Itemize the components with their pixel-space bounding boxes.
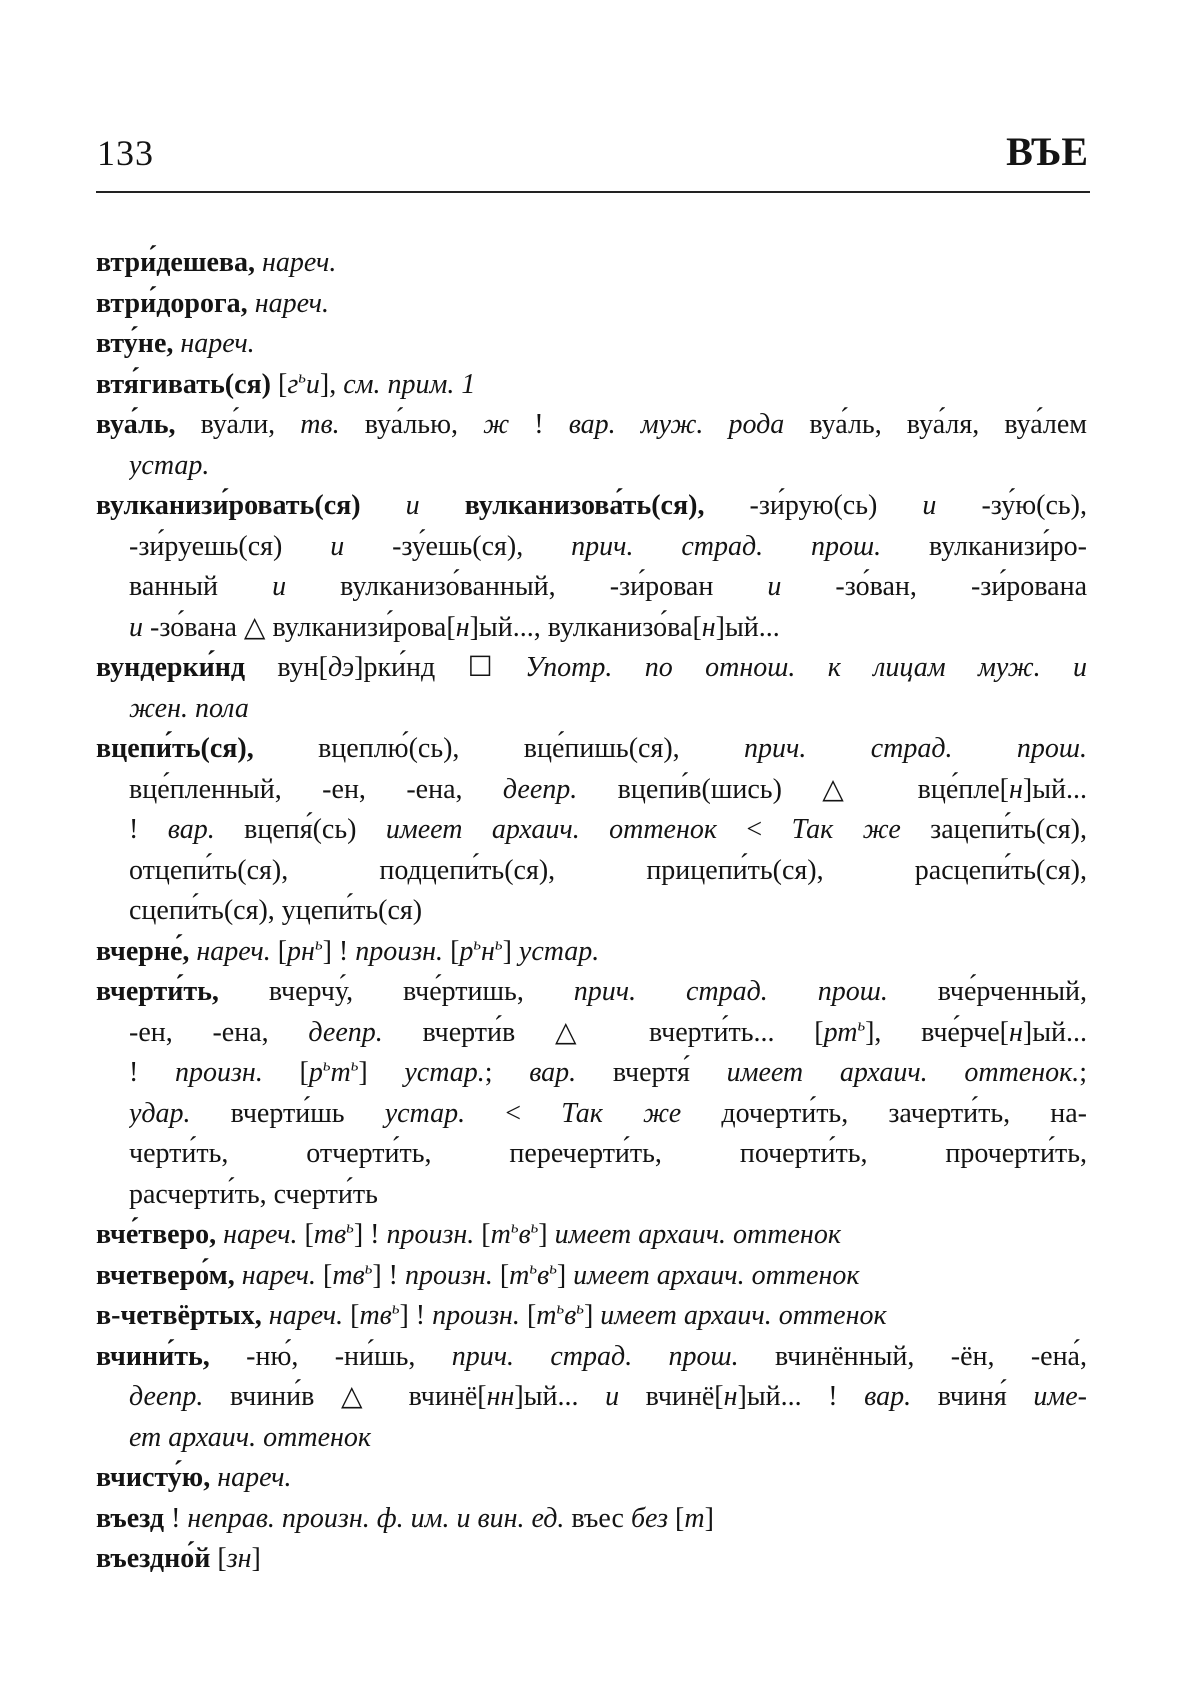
entry-text: вулканизо́ванный, -зи́рован [286,571,768,602]
label-text: и [330,530,345,562]
entry-text: вулканизи́ро- [881,530,1087,562]
entry-text: сцепи́ть(ся), уцепи́ть(ся) [129,895,423,926]
label-text: имеет архаич. оттенок [554,1219,841,1250]
label-text: т [490,1219,511,1250]
entry-text: [ [492,1259,510,1291]
entry-continuation-line [129,689,1087,730]
entry-text: вчинё[ [619,1381,724,1412]
label-text: нн [486,1381,515,1412]
entry-text: -ню́, -ни́шь, [209,1340,452,1372]
label-text: ь [391,1298,400,1318]
entry-text: ]ый... ! [737,1381,865,1412]
entry-text: ] ! [372,1259,405,1291]
headword: втри́дорога, [96,287,248,319]
label-text: н [455,611,470,643]
headword: вчерти́ть, [96,976,219,1007]
entry-line [96,1256,1087,1297]
label-text: тв. [300,409,340,440]
headword: вчетверо́м, [96,1259,235,1291]
label-text: неправ. произн. ф. им. и вин. ед. [187,1502,565,1534]
entry-text: вцепя́(сь) [214,814,386,845]
entry-text: вуа́лью, [339,409,484,440]
entry-continuation-line [129,608,1087,649]
entry-text: ! [509,409,569,440]
label-text: Употр. по отнош. к лицам муж. и [525,652,1087,683]
headword: въездно́й [96,1543,211,1574]
entry-continuation-line [129,770,1087,811]
entry-text: ]ый..., вулканизо́ва[ [469,611,702,643]
label-text: нареч. [262,247,337,278]
entry-text: ] [583,1300,601,1331]
entry-line [96,1539,1087,1580]
entry-text: ; [1079,1057,1087,1088]
entry-continuation-line [129,1013,1087,1054]
entry-continuation-line [129,891,1087,932]
label-text: и [360,490,465,521]
label-text: ь [549,1258,557,1278]
label-text: имеет архаич. оттенок. [726,1057,1080,1088]
label-text: ь [473,934,482,954]
entry-text: вчертя́ [576,1057,727,1088]
label-text: н [1008,1016,1023,1048]
entry-line [96,1296,1087,1337]
label-text: произн. [432,1300,520,1331]
entry-text: < [465,1097,562,1129]
entry-text: ] ! [322,935,356,967]
entry-text: ] ! [399,1300,433,1331]
entry-text: ]рки́нд ☐ [354,652,526,683]
label-text: ь [346,1217,354,1237]
entry-text: [ [297,1219,314,1250]
entry-continuation-line [129,527,1087,568]
label-text: Так же [791,814,901,845]
entry-continuation-line [129,1175,1087,1216]
entry-continuation-line [129,851,1087,892]
entry-text: вчиня́ [911,1381,1034,1412]
headword: втри́дешева, [96,247,256,278]
label-text: ь [314,934,323,954]
entry-line [96,405,1087,446]
label-text: ь [556,1298,565,1318]
label-text: тв [359,1300,392,1331]
label-text: т [330,1057,351,1088]
label-text: ь [529,1258,538,1278]
label-text: и [605,1381,620,1412]
label-text: произн. [386,1219,475,1250]
entry-text: [ [519,1300,537,1331]
entry-text: въес [564,1502,631,1534]
entry-line [96,972,1087,1013]
label-text: нареч. [254,287,329,319]
label-text: прич. страд. прош. [451,1340,739,1372]
label-text: деепр. [308,1016,383,1048]
label-text: вар. муж. рода [568,409,785,440]
entry-text: ванный [129,571,273,602]
entry-text: вчерти́шь [190,1097,385,1129]
headword: вундерки́нд [96,652,246,683]
label-text: в [537,1259,550,1291]
entry-text: [ [271,368,288,400]
entry-text: дочерти́ть, зачерти́ть, на- [681,1097,1087,1129]
entry-text: [ [668,1502,685,1534]
entry-text: -зо́вана △ вулканизи́рова[ [143,611,456,643]
entry-line [96,1499,1087,1540]
entry-text: вчини́в △ вчинё[ [203,1381,487,1412]
label-text: нареч. [241,1259,316,1291]
entry-continuation-line [129,1377,1087,1418]
label-text: ь [494,934,503,954]
entry-text: ], [319,368,344,400]
entry-line [96,648,1087,689]
entry-continuation-line [129,446,1087,487]
label-text: произн. [405,1259,493,1291]
entry-continuation-line [129,1418,1087,1459]
label-text: прич. страд. прош. [744,733,1087,764]
entry-text: [ [316,1259,333,1291]
label-text: вар. [529,1057,577,1088]
entry-text: ] ! [353,1219,387,1250]
entry-text: ]ый... [1022,773,1087,805]
headword: в-четвёртых, [96,1300,262,1331]
label-text: р [459,935,474,967]
running-head: ВЪЕ [1006,129,1088,174]
label-text: в [518,1219,531,1250]
entry-line [96,729,1087,770]
label-text: жен. пола [129,692,249,724]
entry-text: вун[ [245,652,328,683]
label-text: т [509,1259,530,1291]
entry-text: вцеплю́(сь), вце́пишь(ся), [253,733,744,764]
headword: вчисту́ю, [96,1462,211,1493]
header-rule [96,191,1090,193]
entry-line [96,243,1087,284]
label-text: н [481,935,495,967]
entry-line [96,1337,1087,1378]
entry-continuation-line [129,1134,1087,1175]
label-text: ет архаич. оттенок [129,1421,371,1453]
entry-text: ! [129,814,168,845]
entry-text [262,1300,269,1331]
entry-text: вче́рченный, [887,976,1087,1007]
label-text: устар. [404,1057,485,1088]
label-text: и [272,571,287,602]
entry-text: -зи́рую(сь) [704,490,923,521]
label-text: вар. [167,814,215,845]
label-text: имеет архаич. оттенок [385,814,717,845]
label-text: зн [226,1543,252,1574]
label-text: рт [823,1016,858,1048]
label-text: и [305,368,320,400]
entry-text: ; [484,1057,530,1088]
label-text: ь [510,1217,519,1237]
label-text: и [922,490,937,521]
label-text: нареч. [180,328,255,359]
label-text: и [129,611,143,643]
label-text: вар. [864,1381,912,1412]
label-text: т [536,1300,557,1331]
entry-text: -зу́ю(сь), [936,490,1087,521]
entry-continuation-line [129,1094,1087,1135]
headword: вулканизова́ть(ся), [464,490,705,521]
label-text: нареч. [268,1300,344,1331]
entry-line [96,1458,1087,1499]
entry-text: ] [358,1057,405,1088]
entry-line [96,365,1087,406]
dictionary-entries [96,243,1087,1580]
entry-continuation-line [129,567,1087,608]
entry-text [255,247,262,278]
entry-text: [ [270,935,288,967]
entry-text: вуа́ль, вуа́ля, вуа́лем [784,409,1087,440]
entry-text: ! [164,1502,188,1534]
entry-text: -зу́ешь(ся), [344,530,572,562]
label-text: произн. [175,1057,263,1088]
entry-line [96,284,1087,325]
entry-text: ] [556,1259,574,1291]
label-text: ж [483,409,510,440]
label-text: н [701,611,716,643]
entry-text: вце́пленный, -ен, -ена, [129,773,503,805]
entry-text: ]ый... [1022,1016,1087,1048]
entry-text: расчерти́ть, счерти́ть [129,1178,378,1210]
label-text: г [287,368,299,400]
label-text: ь [364,1258,373,1278]
headword: вчерне́, [96,935,190,967]
label-text: устар. [518,935,600,967]
label-text: ь [350,1055,359,1075]
label-text: нареч. [217,1462,292,1493]
label-text: имеет архаич. оттенок [600,1300,887,1331]
label-text: н [1009,773,1023,805]
label-text: р [308,1057,323,1088]
entry-text: вчерти́в △ вчерти́ть... [ [382,1016,824,1048]
label-text: без [630,1502,669,1534]
entry-text: -зо́ван, -зи́рована [781,571,1087,602]
entry-text: [ [343,1300,360,1331]
headword: въезд [96,1502,165,1534]
label-text: ь [298,367,306,387]
label-text: рн [287,935,315,967]
entry-text: ], вче́рче[ [865,1016,1009,1048]
label-text: устар. [384,1097,466,1129]
entry-text: вцепи́в(шись) △ вце́пле[ [577,773,1009,805]
headword: втя́гивать(ся) [96,368,271,400]
label-text: устар. [129,449,210,481]
page-number: 133 [97,133,154,173]
label-text: произн. [355,935,444,967]
headword: вуа́ль, [96,409,176,440]
label-text: ь [530,1217,539,1237]
label-text: удар. [129,1097,191,1129]
label-text: нареч. [223,1219,298,1250]
entry-text: вуа́ли, [175,409,301,440]
entry-text: [ [443,935,460,967]
headword: вулканизи́ровать(ся) [96,490,361,521]
label-text: тв [313,1219,347,1250]
label-text: Так же [561,1097,682,1129]
entry-text: < [716,814,792,845]
label-text: прич. страд. прош. [571,530,882,562]
label-text: нареч. [196,935,271,967]
label-text: ь [576,1298,584,1318]
label-text: име- [1033,1381,1087,1412]
label-text: тв [332,1259,365,1291]
entry-continuation-line [129,1053,1087,1094]
label-text: ь [322,1055,331,1075]
label-text: в [564,1300,577,1331]
entry-text: ] [538,1219,555,1250]
label-text: имеет архаич. оттенок [573,1259,860,1291]
label-text: дэ [327,652,355,683]
entry-text: ] [704,1502,714,1534]
entry-text: вчинённый, -ён, -ена́, [738,1340,1087,1372]
label-text: прич. страд. прош. [573,976,888,1007]
label-text: деепр. [502,773,578,805]
entry-text: ] [502,935,519,967]
entry-line [96,324,1087,365]
entry-text: черти́ть, отчерти́ть, перечерти́ть, почерти́ть, прочерти́ть, [129,1138,1087,1169]
headword: вту́не, [96,328,174,359]
entry-text: [ [262,1057,309,1088]
label-text: т [684,1502,705,1534]
label-text: ь [857,1015,866,1035]
entry-line [96,1215,1087,1256]
entry-text: -ен, -ена, [129,1016,309,1048]
label-text: деепр. [129,1381,204,1412]
entry-text: ]ый... [514,1381,606,1412]
entry-text: зацепи́ть(ся), [900,814,1087,845]
headword: вче́тверо, [96,1219,217,1250]
entry-text: отцепи́ть(ся), подцепи́ть(ся), прицепи́ть(ся), расцепи́ть(ся), [129,854,1087,886]
entry-text: -зи́руешь(ся) [129,530,331,562]
entry-text [235,1260,242,1291]
entry-text: ! [129,1057,175,1088]
entry-line [96,932,1087,973]
entry-line [96,486,1087,527]
entry-continuation-line [129,810,1087,851]
entry-text: вчерчу́, вче́ртишь, [218,976,574,1007]
label-text: и [767,571,782,602]
entry-text: ] [251,1543,261,1574]
headword: вцепи́ть(ся), [96,733,254,764]
entry-text: ]ый... [715,611,780,643]
entry-text [248,288,255,319]
entry-text: [ [210,1543,227,1574]
label-text: н [723,1381,738,1412]
headword: вчини́ть, [96,1340,210,1372]
label-text: см. прим. 1 [343,368,476,400]
entry-text: [ [474,1219,491,1250]
